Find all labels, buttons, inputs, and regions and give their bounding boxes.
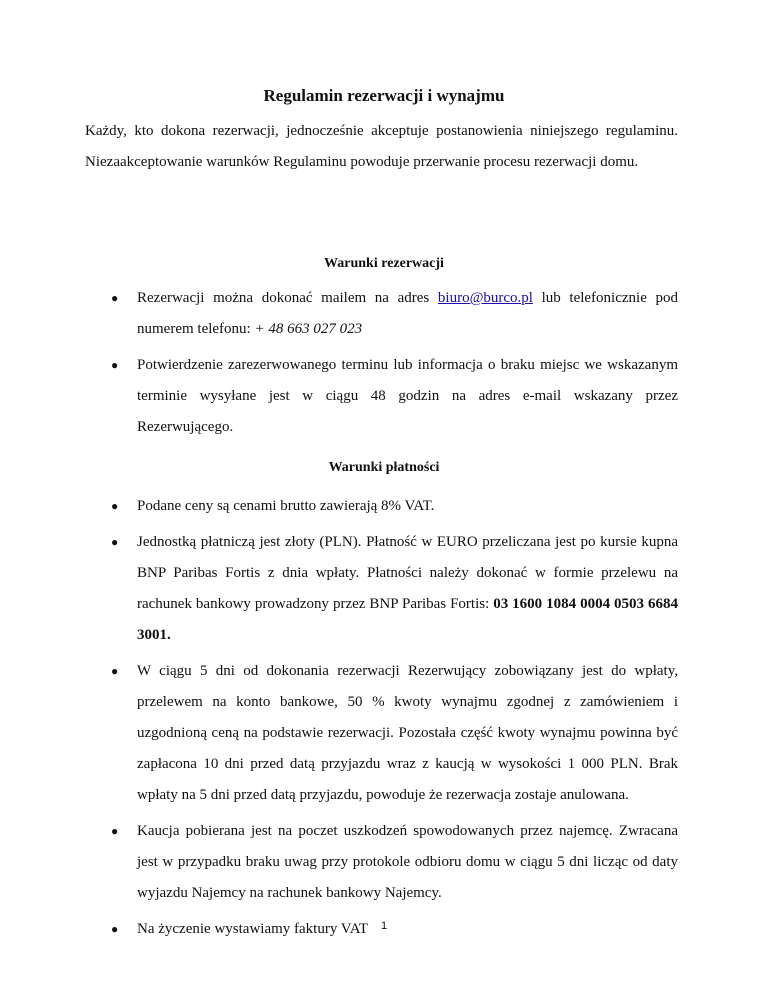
bullet-icon: ●: [111, 824, 119, 838]
email-link[interactable]: biuro@burco.pl: [437, 290, 533, 306]
list-item: [85, 491, 678, 522]
reservation-item-text: Rezerwacji można dokonać mailem na adres: [137, 290, 438, 306]
reservation-list: [85, 283, 678, 448]
payment-heading: Warunki płatności: [328, 460, 440, 475]
list-item: [85, 527, 678, 651]
list-item: [85, 350, 678, 443]
intro-paragraph: Każdy, kto dokona rezerwacji, jednocześnie akceptuje postanowienia niniejszego regulaminu. Niezaakceptowanie warunków Regulaminu powoduje przerwanie procesu rezerwacji domu.: [85, 123, 678, 170]
reservation-item-text-cont: lub telefonicznie pod numerem telefonu:: [137, 290, 679, 337]
bullet-icon: ●: [111, 358, 119, 372]
bullet-icon: ●: [111, 499, 119, 513]
reservation-item-text: Potwierdzenie zarezerwowanego terminu lub informacja o braku miejsc we wskazanym terminie wysyłane jest w ciągu 48 godzin na adres e-mail wskazany przez Rezerwującego.: [137, 357, 678, 435]
bullet-icon: ●: [111, 664, 119, 678]
payment-item-text: Kaucja pobierana jest na poczet uszkodzeń spowodowanych przez najemcę. Zwracana jest w przypadku braku uwag przy protokole odbioru domu w ciągu 5 dni licząc od daty wyjazdu Najemcy na rachunek bankowy Najemcy.: [137, 823, 678, 901]
list-item: [85, 816, 678, 909]
document-title: Regulamin rezerwacji i wynajmu: [263, 86, 505, 105]
bullet-icon: ●: [111, 535, 119, 549]
bank-account-number: 03 1600 1084 0004 0503 6684 3001.: [137, 596, 678, 643]
payment-item-text: Jednostką płatniczą jest złoty (PLN). Płatność w EURO przeliczana jest po kursie kupna BNP Paribas Fortis z dnia wpłaty. Płatności należy dokonać w formie przelewu na rachunek bankowy prowadzony przez BNP Paribas Fortis:: [137, 534, 678, 612]
payment-item-text: W ciągu 5 dni od dokonania rezerwacji Rezerwujący zobowiązany jest do wpłaty, przelewem na konto bankowe, 50 % kwoty wynajmu zgodnej z zamówieniem i uzgodnioną ceną na podstawie rezerwacji. Pozostała część kwoty wynajmu powinna być zapłacona 10 dni przed datą przyjazdu wraz z kaucją w wysokości 1 000 PLN. Brak wpłaty na 5 dni przed datą przyjazdu, powoduje że rezerwacja zostaje anulowana.: [137, 663, 678, 803]
list-item: [85, 283, 678, 345]
bullet-icon: ●: [111, 922, 119, 936]
payment-item-text: Podane ceny są cenami brutto zawierają 8% VAT.: [137, 498, 435, 514]
payment-item-text: Na życzenie wystawiamy faktury VAT: [137, 921, 369, 937]
payment-list: [85, 491, 678, 950]
bullet-icon: ●: [111, 291, 119, 305]
list-item: [85, 656, 678, 811]
page-number: 1: [380, 920, 388, 932]
reservation-heading: Warunki rezerwacji: [324, 256, 444, 271]
phone-number: + 48 663 027 023: [254, 321, 363, 337]
